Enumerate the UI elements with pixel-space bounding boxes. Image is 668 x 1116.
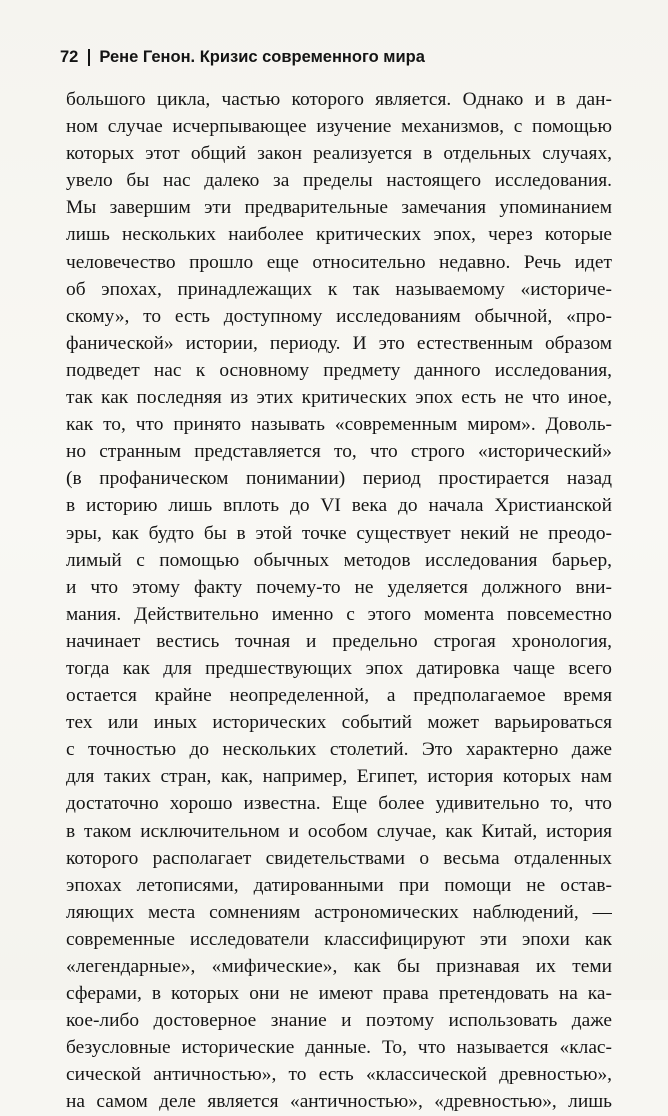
text-line: в таком исключительном и особом случае, как Китай, история bbox=[66, 820, 612, 842]
text-line: Мы завершим эти предварительные замечания упоминанием bbox=[66, 197, 612, 219]
text-line: которого располагает свидетельствами о весьма отдаленных bbox=[66, 847, 612, 869]
text-line: лимый с помощью обычных методов исследования барьер, bbox=[66, 549, 612, 571]
text-line: для таких стран, как, например, Египет, история которых нам bbox=[66, 766, 612, 788]
text-line: эпохах летописями, датированными при помощи не остав- bbox=[66, 874, 612, 896]
header-divider bbox=[88, 49, 90, 66]
text-line: сферами, в которых они не имеют права претендовать на ка- bbox=[66, 983, 612, 1005]
text-line: кое-либо достоверное знание и поэтому использовать даже bbox=[66, 1010, 612, 1032]
text-line: лишь нескольких наиболее критических эпох, через которые bbox=[66, 224, 612, 246]
text-line: но странным представляется то, что строго «исторический» bbox=[66, 441, 612, 463]
text-line: которых этот общий закон реализуется в отдельных случаях, bbox=[66, 143, 612, 165]
text-line: подведет нас к основному предмету данного исследования, bbox=[66, 359, 612, 381]
text-line: на самом деле является «античностью», «древностью», лишь bbox=[66, 1091, 612, 1113]
text-line: начинает вестись точная и предельно строгая хронология, bbox=[66, 630, 612, 652]
text-line: фанической» истории, периоду. И это естественным образом bbox=[66, 332, 612, 354]
text-line: мания. Действительно именно с этого момента повсеместно bbox=[66, 603, 612, 625]
text-line: и что этому факту почему-то не уделяется должного вни- bbox=[66, 576, 612, 598]
text-line: безусловные исторические данные. То, что называется «клас- bbox=[66, 1037, 612, 1059]
text-line: «легендарные», «мифические», как бы признавая их теми bbox=[66, 956, 612, 977]
text-line: ляющих места сомнениям астрономических наблюдений, — bbox=[66, 901, 612, 923]
text-line: современные исследователи классифицируют эти эпохи как bbox=[66, 928, 612, 950]
text-line: скому», то есть доступному исследованиям обычной, «про- bbox=[66, 305, 612, 327]
text-line: человечество прошло еще относительно недавно. Речь идет bbox=[66, 251, 612, 273]
text-line: (в профаническом понимании) период простирается назад bbox=[66, 468, 612, 490]
text-line: достаточно хорошо известна. Еще более удивительно то, что bbox=[66, 793, 612, 815]
text-line: остается крайне неопределенной, а предполагаемое время bbox=[66, 685, 612, 707]
body-text bbox=[66, 86, 612, 1116]
text-line: как то, что принято называть «современным миром». Доволь- bbox=[66, 414, 612, 436]
text-line: тогда как для предшествующих эпох датировка чаще всего bbox=[66, 657, 612, 679]
text-line: увело бы нас далеко за пределы настоящего исследования. bbox=[66, 170, 612, 192]
text-line: так как последняя из этих критических эпох есть не что иное, bbox=[66, 387, 612, 409]
text-line: эры, как будто бы в этой точке существует некий не преодо- bbox=[66, 522, 612, 544]
text-line: с точностью до нескольких столетий. Это характерно даже bbox=[66, 739, 612, 761]
text-line: сической античностью», то есть «классической древностью», bbox=[66, 1064, 612, 1086]
page-number: 72 bbox=[60, 47, 79, 66]
text-line: тех или иных исторических событий может варьироваться bbox=[66, 712, 612, 734]
text-line: об эпохах, принадлежащих к так называемому «историче- bbox=[66, 278, 612, 300]
running-header bbox=[60, 44, 425, 70]
text-line: большого цикла, частью которого является. Однако и в дан- bbox=[66, 89, 612, 110]
text-line: в историю лишь вплоть до VI века до начала Христианской bbox=[66, 495, 612, 517]
text-line: ном случае исчерпывающее изучение механизмов, с помощью bbox=[66, 116, 612, 138]
running-title: Рене Генон. Кризис современного мира bbox=[99, 47, 425, 66]
